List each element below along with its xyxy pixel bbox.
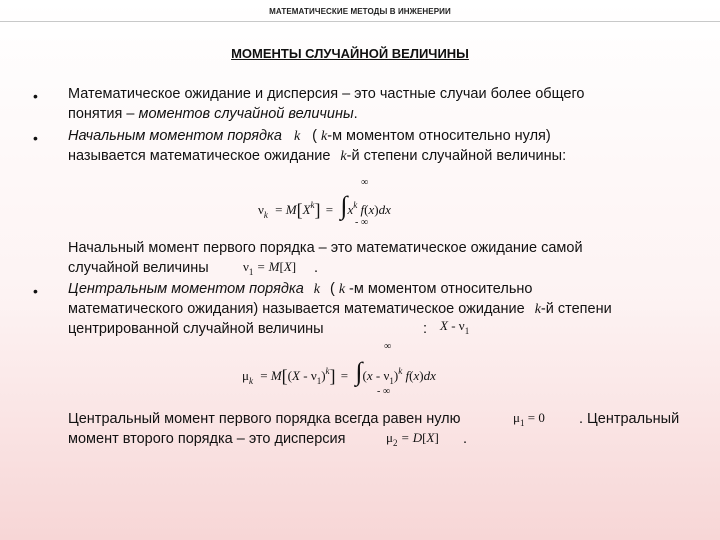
para2-line1: Центральный момент первого порядка всегда равен нулю — [68, 411, 461, 427]
bullet1-line2: понятия – моментов случайной величины. — [68, 106, 358, 122]
bullet1-line1: Математическое ожидание и дисперсия – это частные случаи более общего — [68, 86, 585, 102]
bullet3-line3: центрированной случайной величины — [68, 321, 324, 337]
formula-centered-variable: X - $\nu_1$ — [440, 318, 470, 336]
bullet3-line2: математического ожидания) называется математическое ожидание k-й степени — [68, 301, 612, 317]
bullet2-line1: Начальным моментом порядка k ( k-м моментом относительно нуля) — [68, 128, 551, 144]
formula-mu1: $\mu_1 = 0$ — [513, 410, 545, 428]
formula-nu1: $\nu_1 = M[X]$ — [243, 259, 297, 277]
header-divider — [0, 21, 720, 22]
slide-title: МОМЕНТЫ СЛУЧАЙНОЙ ВЕЛИЧИНЫ — [231, 46, 469, 61]
formula-central-moment: $\mu_k = M[(X - \nu_1)^k] = \int(x - \nu_1)^k$ f(x)dx — [242, 357, 436, 386]
bullet-marker-3: • — [33, 283, 38, 299]
para1-line1: Начальный момент первого порядка – это математическое ожидание самой — [68, 240, 583, 256]
formula-mu2: $\mu_2 = D[X]$ — [386, 430, 439, 448]
bullet2-line2: называется математическое ожидание k-й степени случайной величины: — [68, 148, 567, 164]
para1-line2: случайной величины — [68, 260, 209, 276]
para1-end: . — [314, 260, 319, 276]
integral1-lower-limit: - ∞ — [355, 217, 368, 228]
integral1-upper-limit: ∞ — [361, 177, 369, 188]
para2-line2: момент второго порядка – это дисперсия — [68, 431, 346, 447]
bullet3-colon: : — [423, 321, 428, 337]
integral2-upper-limit: ∞ — [384, 341, 392, 352]
formula-initial-moment: $\nu_k = M[X^k] = \int x^k$ f(x)dx — [258, 191, 391, 220]
presentation-header: МАТЕМАТИЧЕСКИЕ МЕТОДЫ В ИНЖЕНЕРИИ — [269, 7, 451, 16]
integral2-lower-limit: - ∞ — [377, 386, 390, 397]
bullet3-line1: Центральным моментом порядка k ( k -м моментом относительно — [68, 281, 533, 297]
para2-end: . — [463, 431, 468, 447]
para2-line1-end: . Центральный — [579, 411, 680, 427]
bullet-marker-2: • — [33, 130, 38, 146]
bullet-marker-1: • — [33, 88, 38, 104]
